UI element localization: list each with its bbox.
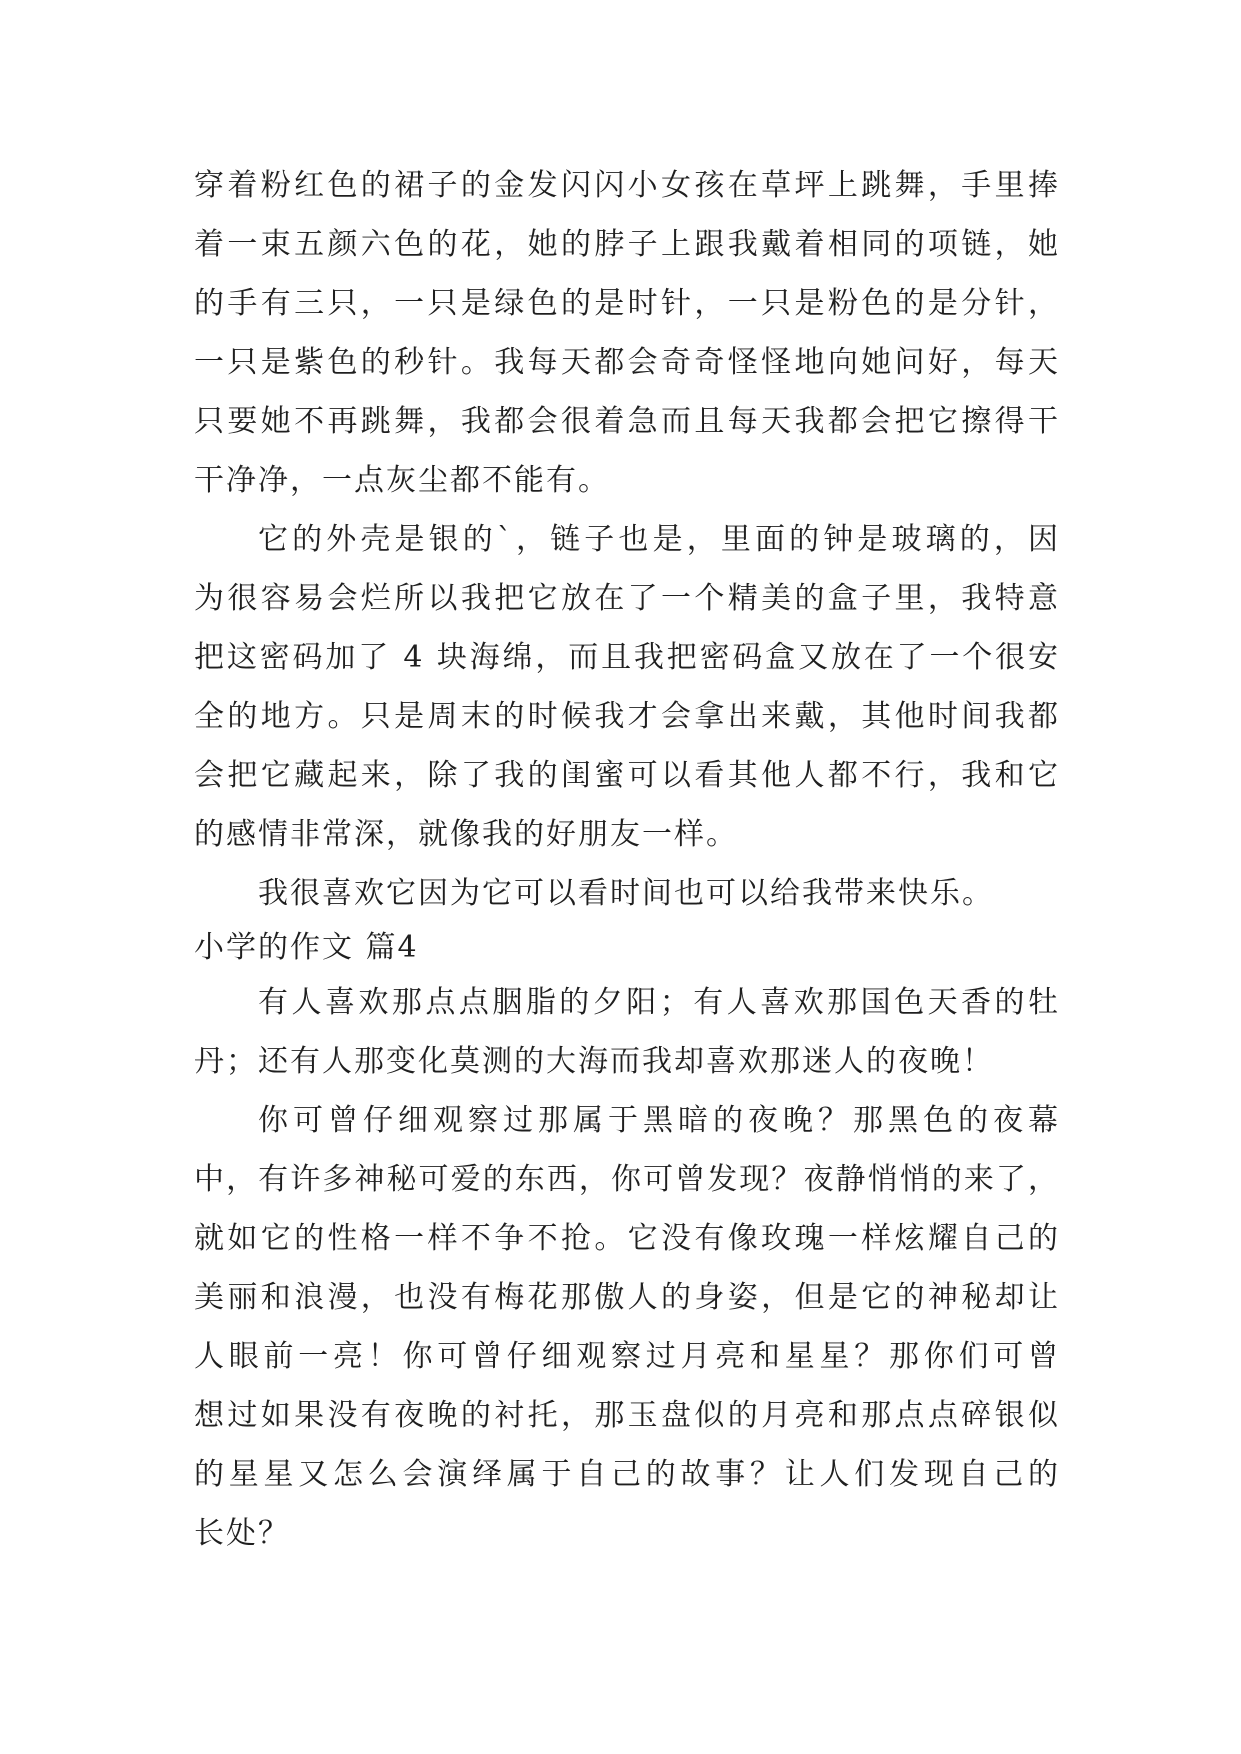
- text-line: 的感情非常深，就像我的好朋友一样。: [194, 817, 738, 852]
- text-line: 有人喜欢那点点胭脂的夕阳；有人喜欢那国色天香的牡: [258, 985, 1060, 1020]
- paragraph: [194, 864, 1060, 923]
- text-line: 我很喜欢它因为它可以看时间也可以给我带来快乐。: [258, 876, 994, 911]
- text-line: 的手有三只，一只是绿色的是时针，一只是粉色的是分针，: [194, 286, 1060, 321]
- text-line: 干净净，一点灰尘都不能有。: [194, 463, 610, 498]
- text-line: 它的外壳是银的`，链子也是，里面的钟是玻璃的，因: [258, 522, 1060, 557]
- text-line: 着一束五颜六色的花，她的脖子上跟我戴着相同的项链，她: [194, 227, 1060, 262]
- text-line: 会把它藏起来，除了我的闺蜜可以看其他人都不行，我和它: [194, 758, 1060, 793]
- text-line: 把这密码加了 4 块海绵，而且我把密码盒又放在了一个很安: [194, 640, 1060, 675]
- text-line: 的星星又怎么会演绎属于自己的故事？让人们发现自己的: [194, 1457, 1060, 1492]
- text-line: 就如它的性格一样不争不抢。它没有像玫瑰一样炫耀自己的: [194, 1221, 1060, 1256]
- text-line: 为很容易会烂所以我把它放在了一个精美的盒子里，我特意: [194, 581, 1060, 616]
- text-line: 全的地方。只是周末的时候我才会拿出来戴，其他时间我都: [194, 699, 1060, 734]
- text-line: 丹；还有人那变化莫测的大海而我却喜欢那迷人的夜晚！: [194, 1044, 994, 1079]
- paragraph: [194, 1091, 1060, 1563]
- text-line: 穿着粉红色的裙子的金发闪闪小女孩在草坪上跳舞，手里捧: [194, 168, 1060, 203]
- paragraph: [194, 510, 1060, 864]
- text-line: 一只是紫色的秒针。我每天都会奇奇怪怪地向她问好，每天: [194, 345, 1060, 380]
- section-heading: 小学的作文 篇4: [194, 930, 419, 965]
- text-line: 只要她不再跳舞，我都会很着急而且每天我都会把它擦得干: [194, 404, 1060, 439]
- text-line: 想过如果没有夜晚的衬托，那玉盘似的月亮和那点点碎银似: [194, 1398, 1060, 1433]
- paragraph: [194, 156, 1060, 510]
- text-line: 人眼前一亮！你可曾仔细观察过月亮和星星？那你们可曾: [194, 1339, 1060, 1374]
- text-line: 长处？: [194, 1516, 290, 1551]
- text-line: 你可曾仔细观察过那属于黑暗的夜晚？那黑色的夜幕: [258, 1103, 1060, 1138]
- text-line: 美丽和浪漫，也没有梅花那傲人的身姿，但是它的神秘却让: [194, 1280, 1060, 1315]
- text-line: 中，有许多神秘可爱的东西，你可曾发现？夜静悄悄的来了，: [194, 1162, 1060, 1197]
- document-body: [194, 156, 1060, 1563]
- paragraph: [194, 973, 1060, 1091]
